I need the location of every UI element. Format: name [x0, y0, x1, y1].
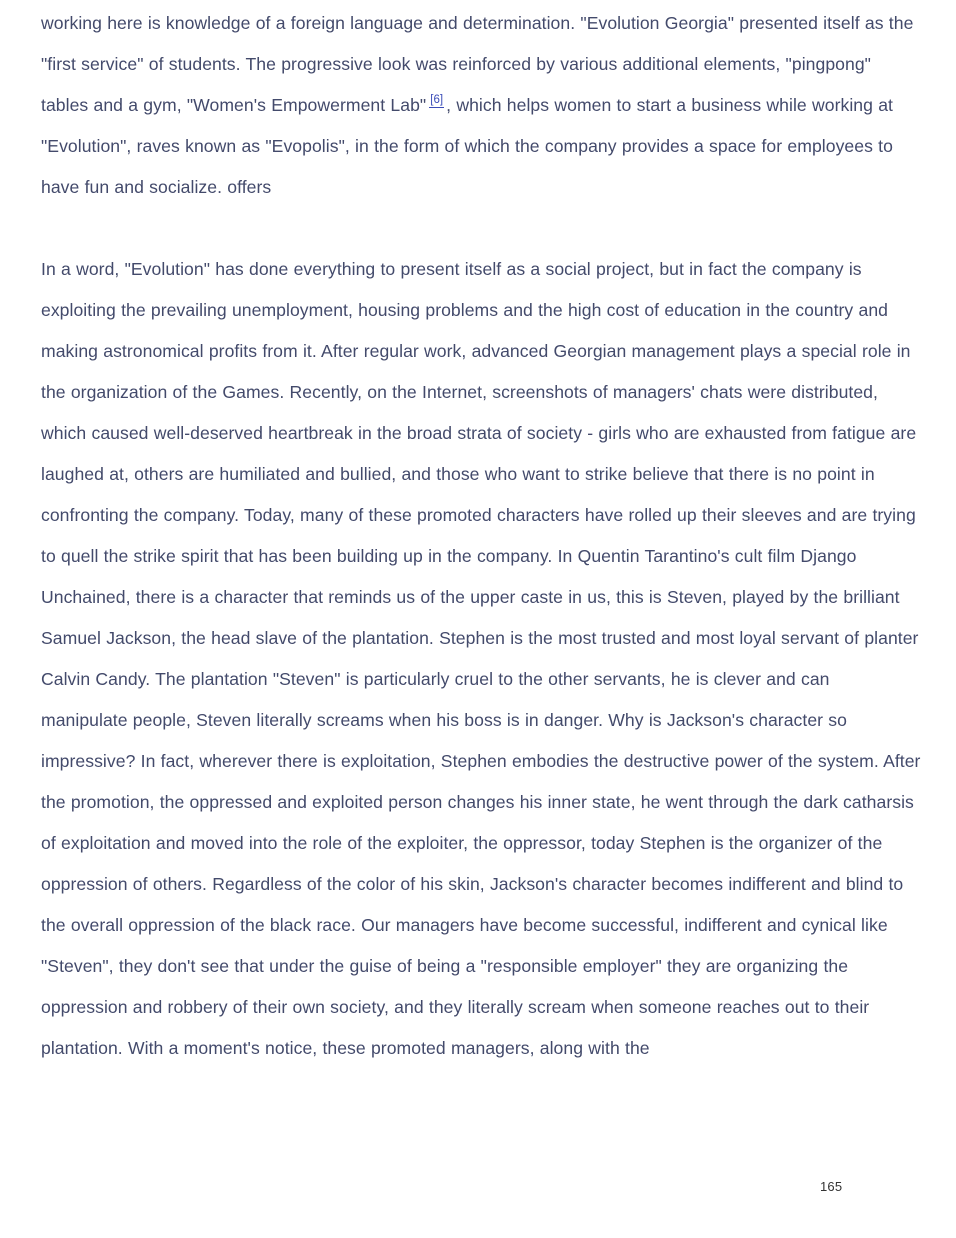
paragraph-1 — [41, 0, 921, 208]
paragraph-1-text-after-reference: , which helps women to start a business while working at "Evolution", raves known as "Evopolis", in the form of which the company provides a space for employees to have fun and socialize. offers — [41, 95, 893, 197]
article-body — [41, 0, 921, 1069]
paragraph-2-text: In a word, "Evolution" has done everything to present itself as a social project, but in fact the company is exploiting the prevailing unemployment, housing problems and the high cost of education in the country and making astronomical profits from it. After regular work, advanced Georgian management plays a special role in the organization of the Games. Recently, on the Internet, screenshots of managers' chats were distributed, which caused well-deserved heartbreak in the broad strata of society - girls who are exhausted from fatigue are laughed at, others are humiliated and bullied, and those who want to strike believe that there is no point in confronting the company. Today, many of these promoted characters have rolled up their sleeves and are trying to quell the strike spirit that has been building up in the company. In Quentin Tarantino's cult film Django Unchained, there is a character that reminds us of the upper caste in us, this is Steven, played by the brilliant Samuel Jackson, the head slave of the plantation. Stephen is the most trusted and most loyal servant of planter Calvin Candy. The plantation "Steven" is particularly cruel to the other servants, he is clever and can manipulate people, Steven literally screams when his boss is in danger. Why is Jackson's character so impressive? In fact, wherever there is exploitation, Stephen embodies the destructive power of the system. After the promotion, the oppressed and exploited person changes his inner state, he went through the dark catharsis of exploitation and moved into the role of the exploiter, the oppressor, today Stephen is the organizer of the oppression of others. Regardless of the color of his skin, Jackson's character becomes indifferent and blind to the overall oppression of the black race. Our managers have become successful, indifferent and cynical like "Steven", they don't see that under the guise of being a "responsible employer" they are organizing the oppression and robbery of their own society, and they literally scream when someone reaches out to their plantation. With a moment's notice, these promoted managers, along with the — [41, 259, 921, 1058]
page-number: 165 — [820, 1179, 843, 1194]
paragraph-2 — [41, 249, 921, 1069]
footnote-reference-6[interactable]: [6] — [430, 94, 444, 107]
paragraph-1-text-before-reference: working here is knowledge of a foreign language and determination. "Evolution Georgia" presented itself as the "first service" of students. The progressive look was reinforced by various additional elements, "pingpong" tables and a gym, "Women's Empowerment Lab" — [41, 13, 914, 115]
paragraph-spacer — [41, 208, 921, 249]
